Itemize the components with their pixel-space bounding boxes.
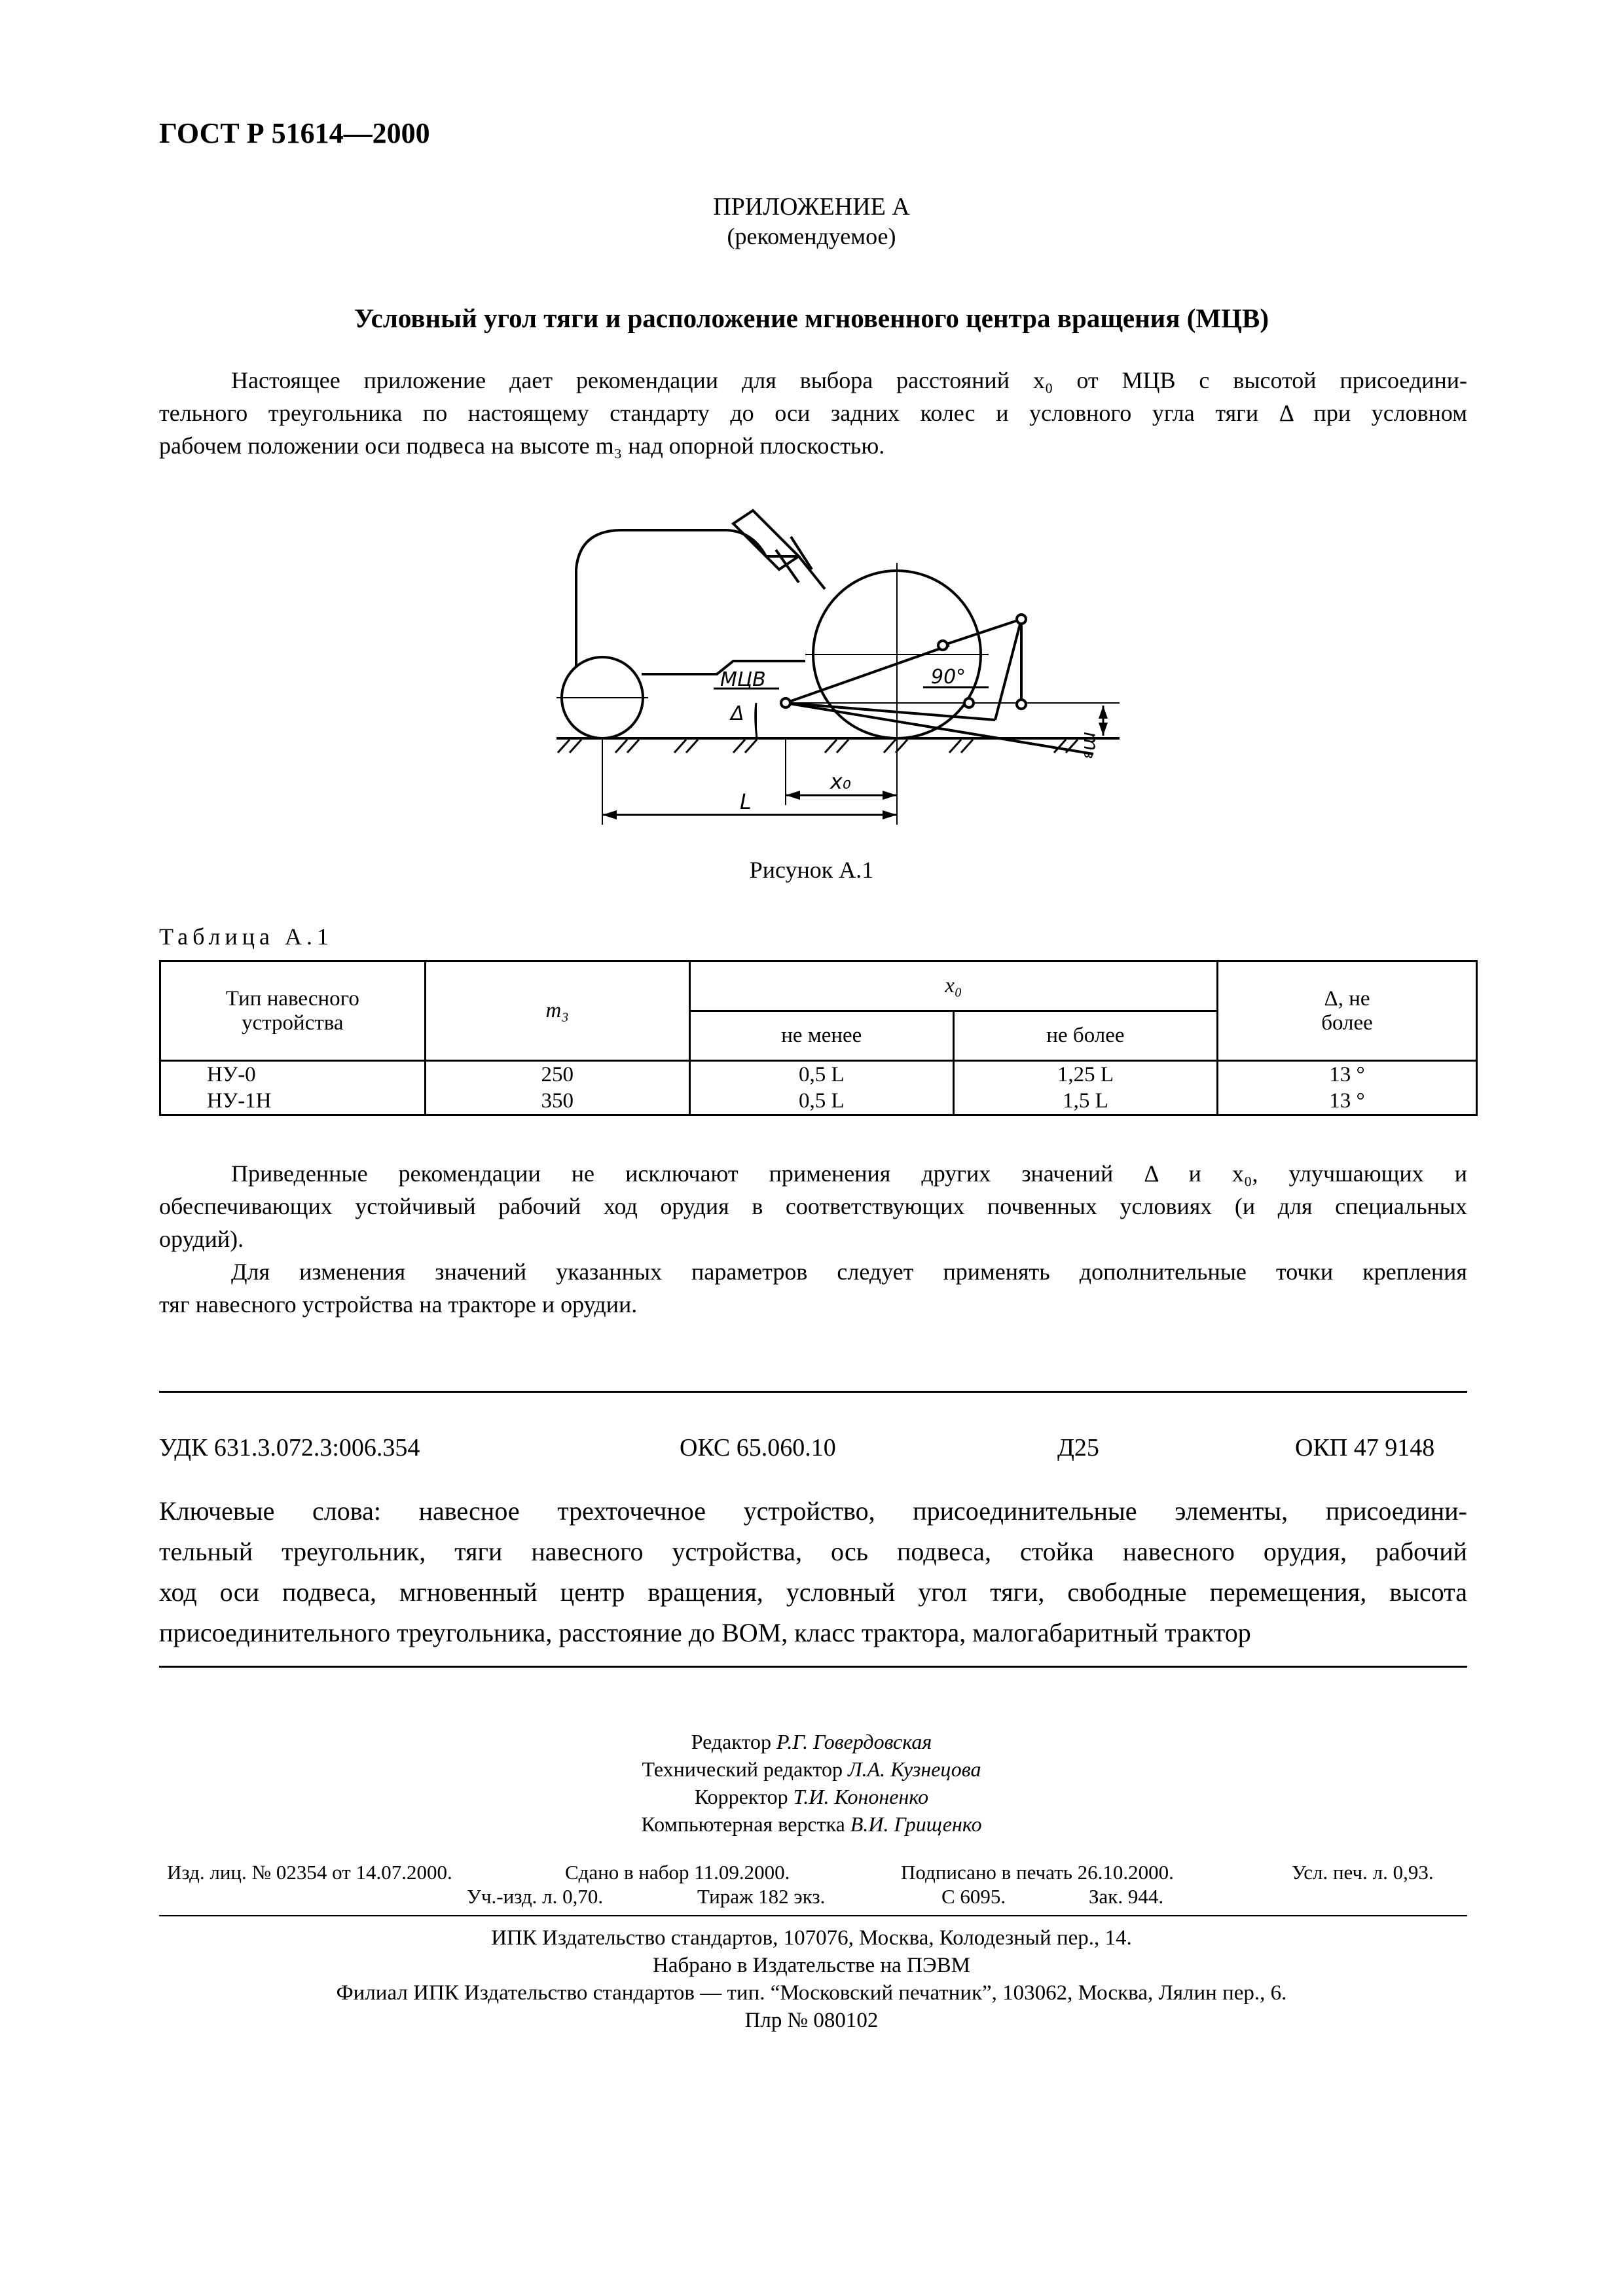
d-code: Д25 bbox=[1057, 1434, 1099, 1462]
steering-column bbox=[733, 511, 799, 569]
divider bbox=[159, 1391, 1467, 1393]
header-x0: x₀ bbox=[689, 961, 1217, 1011]
cell-min: 0,5 L bbox=[689, 1088, 953, 1115]
publisher-line: Плр № 080102 bbox=[744, 2009, 879, 2032]
intro-line: Настоящее приложение дает рекомендации для выбора расстояний x₀ от МЦВ с высотой присоедини- bbox=[231, 367, 1467, 393]
publisher-info bbox=[0, 1924, 1623, 2034]
header-x0-max: не более bbox=[953, 1011, 1217, 1061]
keywords-line: присоединительного треугольника, расстояние до ВОМ, класс трактора, малогабаритный трактор bbox=[159, 1618, 1251, 1647]
credit-layout: Компьютерная верстка В.И. Грищенко bbox=[641, 1812, 982, 1836]
header-x0-min: не менее bbox=[689, 1011, 953, 1061]
tractor-diagram bbox=[517, 497, 1126, 838]
license: Изд. лиц. № 02354 от 14.07.2000. bbox=[167, 1861, 452, 1884]
cell-m3: 350 bbox=[425, 1088, 689, 1115]
c-number: С 6095. bbox=[941, 1885, 1006, 1908]
L-label: L bbox=[740, 789, 752, 814]
cell-max: 1,25 L bbox=[953, 1061, 1217, 1088]
tirazh: Тираж 182 экз. bbox=[697, 1885, 826, 1908]
usl-pech: Усл. печ. л. 0,93. bbox=[1292, 1861, 1434, 1884]
sent-to-set: Сдано в набор 11.09.2000. bbox=[565, 1861, 790, 1884]
credit-editor: Редактор Р.Г. Говердовская bbox=[691, 1730, 932, 1753]
publisher-line: Набрано в Издательстве на ПЭВМ bbox=[653, 1954, 970, 1977]
intro-line: тельного треугольника по настоящему стандарту до оси задних колес и условного угла тяги Δ при условном bbox=[159, 400, 1467, 426]
m3-label: m₃ bbox=[1079, 732, 1102, 759]
signed-to-print: Подписано в печать 26.10.2000. bbox=[901, 1861, 1174, 1884]
intro-line: рабочем положении оси подвеса на высоте m₃ над опорной плоскостью. bbox=[159, 433, 885, 459]
keywords bbox=[159, 1491, 1467, 1653]
keywords-line: ход оси подвеса, мгновенный центр вращения, условный угол тяги, свободные перемещения, высота bbox=[159, 1577, 1467, 1607]
appendix-title: ПРИЛОЖЕНИЕ А bbox=[713, 193, 910, 221]
cell-delta: 13 ° bbox=[1218, 1088, 1477, 1115]
paragraph-line: тяг навесного устройства на тракторе и орудии. bbox=[159, 1291, 638, 1318]
cell-m3: 250 bbox=[425, 1061, 689, 1088]
header-type: Тип навесного устройства bbox=[160, 961, 426, 1061]
parameters-table bbox=[159, 960, 1478, 1116]
table-label: Таблица А.1 bbox=[159, 924, 333, 950]
tractor-hood bbox=[576, 530, 825, 668]
intro-paragraph bbox=[159, 364, 1467, 462]
mcv-point bbox=[781, 698, 790, 708]
publisher-line: Филиал ИПК Издательство стандартов — тип. “Московский печатник”, 103062, Москва, Лялин пер., 6. bbox=[336, 1981, 1287, 2005]
paragraph-line: Для изменения значений указанных параметров следует применять дополнительные точки крепления bbox=[231, 1259, 1467, 1285]
section-title: Условный угол тяги и расположение мгновенного центра вращения (МЦВ) bbox=[354, 303, 1269, 333]
upper-link bbox=[943, 619, 1021, 645]
oks-code: ОКС 65.060.10 bbox=[680, 1434, 836, 1462]
publisher-line: ИПК Издательство стандартов, 107076, Москва, Колодезный пер., 14. bbox=[491, 1926, 1132, 1950]
order-number: Зак. 944. bbox=[1089, 1885, 1164, 1908]
ground-hatching bbox=[558, 740, 1078, 753]
paragraph-line: Приведенные рекомендации не исключают применения других значений Δ и x₀, улучшающих и bbox=[231, 1160, 1467, 1187]
udk-code: УДК 631.3.072.3:006.354 bbox=[159, 1434, 420, 1462]
divider bbox=[159, 1666, 1467, 1668]
cell-min: 0,5 L bbox=[689, 1061, 953, 1088]
cell-max: 1,5 L bbox=[953, 1088, 1217, 1115]
keywords-line: Ключевые слова: навесное трехточечное устройство, присоединительные элементы, присоедини- bbox=[159, 1496, 1467, 1526]
credit-tech-editor: Технический редактор Л.А. Кузнецова bbox=[642, 1757, 981, 1781]
angle-90-label: 90° bbox=[931, 666, 966, 689]
uch-izd: Уч.-изд. л. 0,70. bbox=[467, 1885, 604, 1908]
okp-code: ОКП 47 9148 bbox=[1295, 1434, 1435, 1462]
credit-corrector: Корректор Т.И. Кононенко bbox=[694, 1785, 929, 1808]
delta-label: Δ bbox=[731, 702, 744, 725]
header-delta: Δ, не более bbox=[1218, 961, 1477, 1061]
appendix-subtitle: (рекомендуемое) bbox=[727, 223, 896, 249]
table-row bbox=[160, 1088, 1477, 1115]
recommendation-paragraph bbox=[159, 1157, 1467, 1321]
paragraph-line: орудий). bbox=[159, 1226, 244, 1252]
keywords-line: тельный треугольник, тяги навесного устройства, ось подвеса, стойка навесного орудия, рабочий bbox=[159, 1537, 1467, 1566]
cell-type: НУ-0 bbox=[160, 1061, 426, 1088]
mcv-label: МЦВ bbox=[720, 668, 766, 691]
cell-delta: 13 ° bbox=[1218, 1061, 1477, 1088]
x0-label: x₀ bbox=[830, 769, 851, 794]
paragraph-line: обеспечивающих устойчивый рабочий ход орудия в соответствующих почвенных условиях (и для специальных bbox=[159, 1193, 1467, 1219]
divider bbox=[159, 1915, 1467, 1916]
credits bbox=[0, 1728, 1623, 1838]
header-m3: m₃ bbox=[425, 961, 689, 1061]
table-row bbox=[160, 1061, 1477, 1088]
document-number: ГОСТ Р 51614—2000 bbox=[159, 117, 430, 149]
cell-type: НУ-1Н bbox=[160, 1088, 426, 1115]
figure-caption: Рисунок А.1 bbox=[749, 857, 874, 883]
